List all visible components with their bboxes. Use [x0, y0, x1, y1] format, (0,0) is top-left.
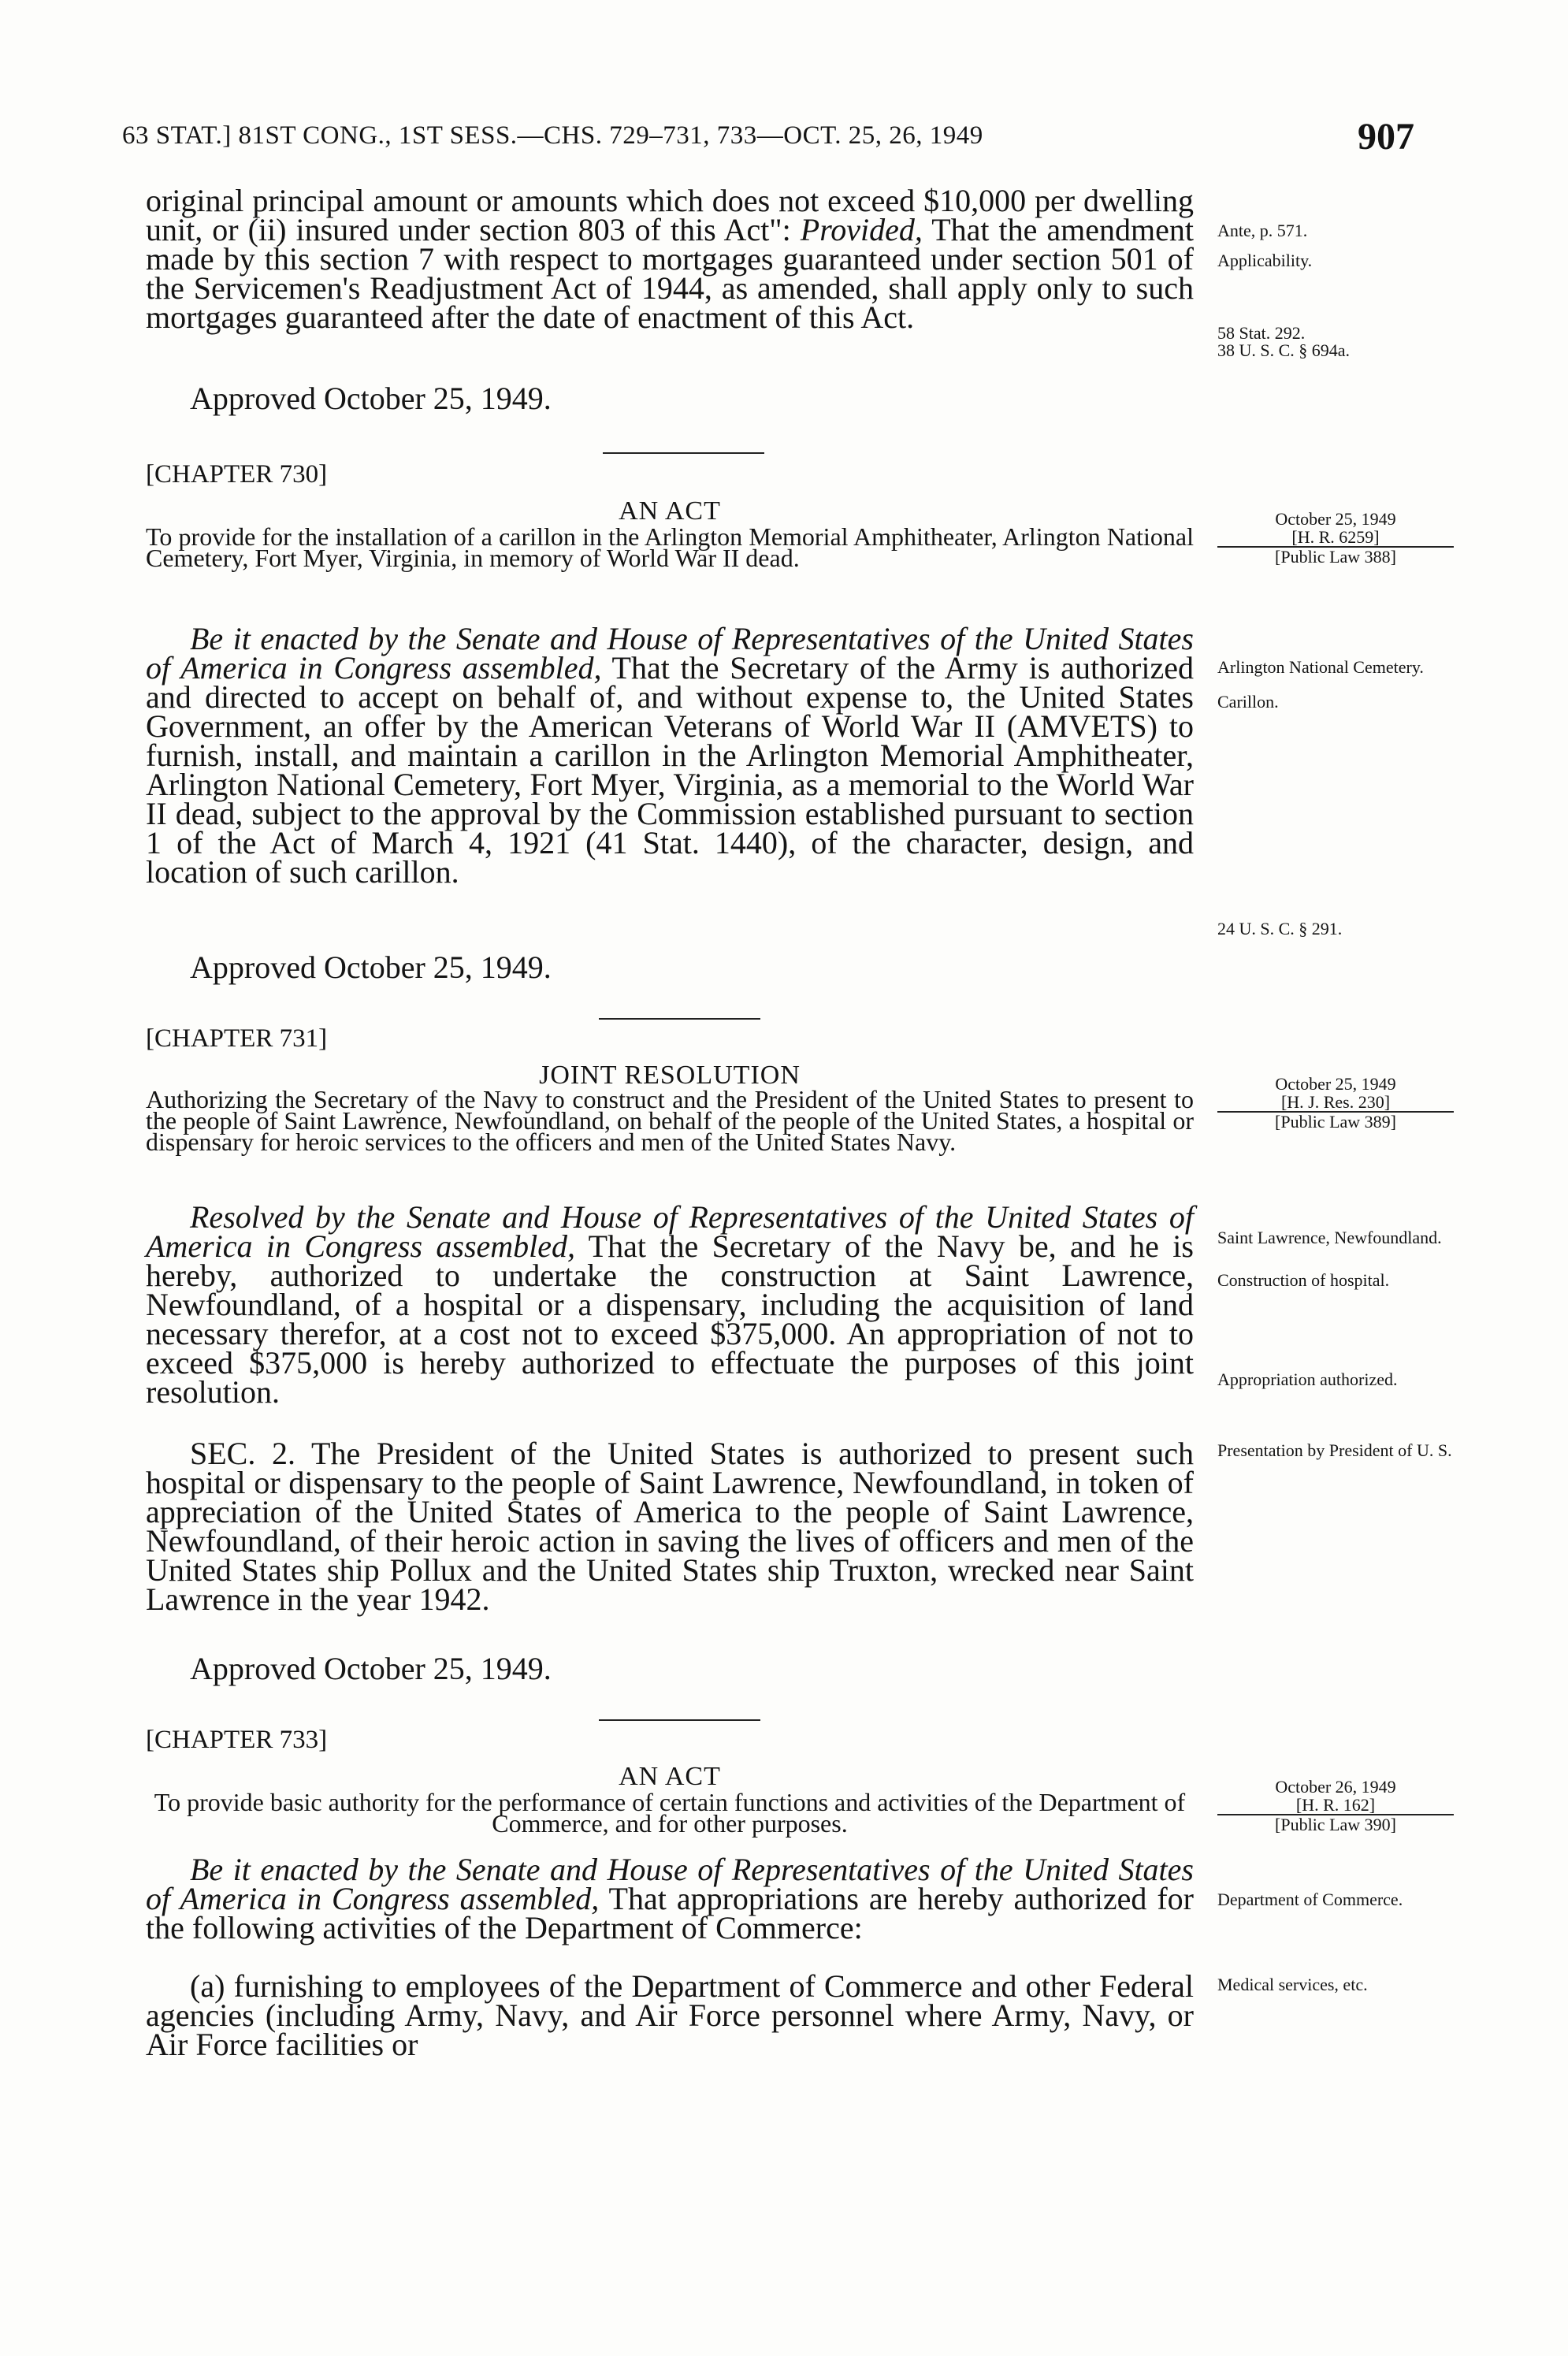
- approved-date: Approved October 25, 1949.: [190, 1651, 552, 1686]
- continuation-paragraph: original principal amount or amounts which does not exceed $10,000 per dwelling unit, or (ii) insured under section 803 of this Act": Provided, That the amendment made by this section 7 with respect to mortgages guaranteed under section 501 of the Servicemen's Readjustment Act of 1944, as amended, shall apply only to such mortgages guaranteed after the date of enactment of this Act.: [146, 183, 1194, 335]
- margin-note: Appropriation authorized.: [1217, 1369, 1398, 1389]
- resolving-paragraph: Resolved by the Senate and House of Representatives of the United States of America in Congress assembled, That the Secretary of the Navy be, and he is hereby, authorized to undertake the construction at Saint Lawrence, Newfoundland, of a hospital or a dispensary, including the acquisition of land necessary therefor, at a cost not to exceed $375,000. An appropriation of not to exceed $375,000 is hereby authorized to effectuate the purposes of this joint resolution.: [146, 1199, 1194, 1410]
- margin-date: October 25, 1949: [1275, 1074, 1396, 1094]
- margin-date-block: [1217, 510, 1454, 566]
- running-head: [122, 115, 1414, 162]
- section-2-paragraph: SEC. 2. The President of the United States is authorized to present such hospital or dispensary to the people of Saint Lawrence, Newfoundland, in token of appreciation of the United States of America to the people of Saint Lawrence, Newfoundland, of their heroic action in saving the lives of officers and men of the United States ship Pollux and the United States ship Truxton, wrecked near Saint Lawrence in the year 1942.: [146, 1436, 1195, 1617]
- margin-bill-number: [H. J. Res. 230]: [1217, 1093, 1454, 1113]
- section-divider: [599, 1018, 760, 1020]
- approved-date: Approved October 25, 1949.: [190, 949, 552, 985]
- margin-note: 24 U. S. C. § 291.: [1217, 919, 1343, 938]
- act-heading: AN ACT: [619, 1762, 721, 1791]
- act-title: To provide for the installation of a carillon in the Arlington Memorial Amphitheater, Arlington National Cemetery, Fort Myer, Virginia, in memory of World War II dead.: [146, 522, 1194, 572]
- margin-note: Medical services, etc.: [1217, 1975, 1368, 1994]
- act-title: To provide basic authority for the performance of certain functions and activities of the Department of Commerce, and for other purposes.: [154, 1788, 1186, 1838]
- margin-date-block: [1217, 1778, 1454, 1834]
- margin-note: Ante, p. 571.: [1217, 221, 1308, 240]
- margin-note: Carillon.: [1217, 692, 1279, 712]
- margin-date-block: [1217, 1075, 1454, 1131]
- chapter-label: [CHAPTER 731]: [146, 1024, 328, 1053]
- margin-note: Arlington National Cemetery.: [1217, 657, 1424, 677]
- chapter-label: [CHAPTER 733]: [146, 1726, 328, 1754]
- activity-paragraph-a: (a) furnishing to employees of the Department of Commerce and other Federal agencies (including Army, Navy, and Air Force personnel where Army, Navy, or Air Force facilities or: [146, 1968, 1194, 2062]
- margin-note: 58 Stat. 292.: [1217, 323, 1306, 343]
- margin-note: Applicability.: [1217, 251, 1313, 270]
- margin-note: Department of Commerce.: [1217, 1890, 1403, 1909]
- page-number: 907: [1358, 116, 1414, 158]
- margin-bill-number: [H. R. 162]: [1217, 1796, 1454, 1815]
- margin-bill-number: [H. R. 6259]: [1217, 528, 1454, 548]
- enacting-paragraph: Be it enacted by the Senate and House of Representatives of the United States of America in Congress assembled, That the Secretary of the Army is authorized and directed to accept on behalf of, and without expense to, the United States Government, an offer by the American Veterans of World War II (AMVETS) to furnish, install, and maintain a carillon in the Arlington Memorial Amphitheater, Arlington National Cemetery, Fort Myer, Virginia, as a memorial to the World War II dead, subject to the approval by the Commission established pursuant to section 1 of the Act of March 4, 1921 (41 Stat. 1440), of the character, design, and location of such carillon.: [146, 621, 1194, 890]
- resolution-title: Authorizing the Secretary of the Navy to construct and the President of the United States to present to the people of Saint Lawrence, Newfoundland, on behalf of the people of the United States, a hospital or dispensary for heroic services to the officers and men of the United States Navy.: [146, 1085, 1194, 1156]
- approved-date: Approved October 25, 1949.: [190, 381, 552, 416]
- act-heading: AN ACT: [619, 496, 721, 526]
- margin-date: October 25, 1949: [1275, 509, 1396, 529]
- margin-date: October 26, 1949: [1275, 1777, 1396, 1797]
- margin-public-law: [Public Law 389]: [1275, 1112, 1396, 1132]
- section-divider: [599, 1719, 760, 1721]
- chapter-label: [CHAPTER 730]: [146, 460, 328, 489]
- margin-public-law: [Public Law 388]: [1275, 547, 1396, 567]
- margin-public-law: [Public Law 390]: [1275, 1815, 1396, 1834]
- margin-note: Presentation by President of U. S.: [1217, 1440, 1452, 1460]
- running-head-citation: 63 STAT.] 81ST CONG., 1ST SESS.—CHS. 729–731, 733—OCT. 25, 26, 1949: [122, 121, 983, 150]
- margin-note: Saint Lawrence, Newfoundland.: [1217, 1228, 1442, 1247]
- margin-note: 38 U. S. C. § 694a.: [1217, 340, 1351, 360]
- resolution-heading: JOINT RESOLUTION: [539, 1061, 801, 1090]
- enacting-paragraph: Be it enacted by the Senate and House of Representatives of the United States of America in Congress assembled, That appropriations are hereby authorized for the following activities of the Department of Commerce:: [146, 1852, 1194, 1945]
- margin-note: Construction of hospital.: [1217, 1270, 1390, 1290]
- section-divider: [603, 452, 764, 454]
